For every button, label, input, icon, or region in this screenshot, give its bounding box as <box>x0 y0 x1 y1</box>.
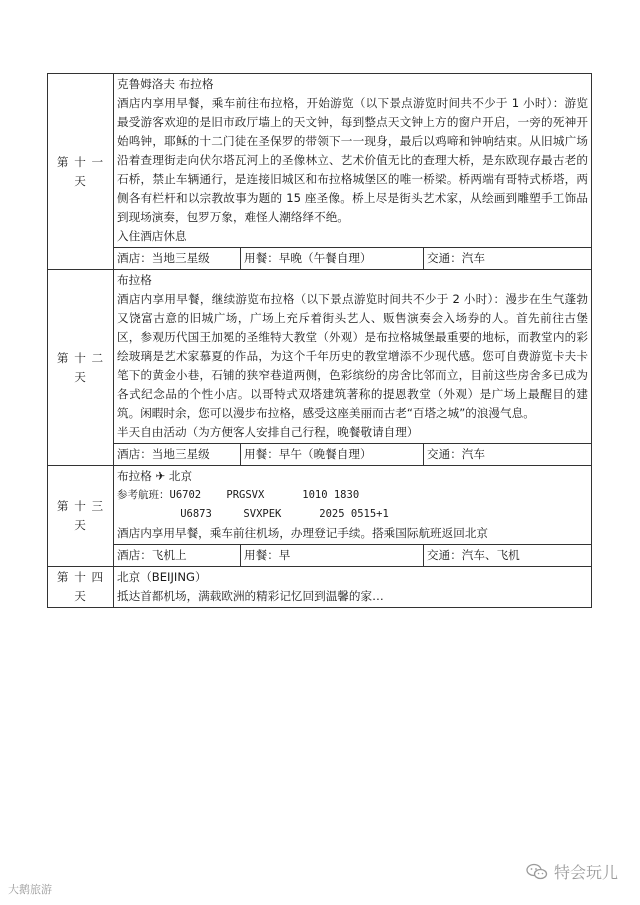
route-title: 克鲁姆洛夫 布拉格 <box>117 77 214 91</box>
transport-info: 交通：汽车 <box>427 447 485 461</box>
day-row <box>48 466 592 545</box>
day-row <box>48 270 592 444</box>
day-description: 酒店内享用早餐，继续游览布拉格（以下景点游览时间共不少于 2 小时）：漫步在生气蓬勃又饶富古意的旧城广场，广场上充斥着街头艺人、贩售演奏会入场券的人。首先前往古堡区，参观历代国王加冕的圣维特大教堂（外观）是布拉格城堡最重要的地标，而教堂内的彩绘玻璃是艺术家慕夏的作品，为这个千年历史的教堂增添不少现代感。您可自费游览卡夫卡笔下的黄金小巷，石铺的狭窄巷道两侧，色彩缤纷的房舍比邻而立，目前这些房舍多已成为各式纪念品的个性小店。以哥特式双塔建筑著称的提恩教堂（外观）是广场上最醒目的建筑。闲暇时余，您可以漫步布拉格，感受这座美丽而古老“百塔之城”的浪漫气息。 <box>117 292 588 420</box>
day-label: 第 十 二 天 <box>48 270 114 466</box>
flight-line: U6873 SVXPEK 2025 0515+1 <box>117 508 389 520</box>
route-title: 布拉格 <box>117 273 152 287</box>
route-title: 布拉格 ✈ 北京 <box>117 469 193 483</box>
day-content <box>114 466 592 545</box>
transport-info: 交通：汽车、飞机 <box>427 548 520 562</box>
transport-info: 交通：汽车 <box>427 251 485 265</box>
day-content <box>114 567 592 608</box>
day-extra: 入住酒店休息 <box>117 229 187 243</box>
info-cell <box>114 545 592 567</box>
watermark-right <box>526 860 618 883</box>
day-row <box>48 74 592 248</box>
day-content <box>114 74 592 248</box>
itinerary-table <box>47 73 592 608</box>
hotel-info: 酒店：当地三星级 <box>114 248 241 269</box>
day-content <box>114 270 592 444</box>
watermark-right-text: 特会玩儿 <box>553 863 618 882</box>
info-row <box>48 444 592 466</box>
info-row <box>48 545 592 567</box>
day-description: 酒店内享用早餐，乘车前往布拉格，开始游览（以下景点游览时间共不少于 1 小时）：游览最受游客欢迎的是旧市政厅墙上的天文钟，每到整点天文钟上方的窗户开启，一旁的死神开始鸣钟，耶稣的十二门徒在圣保罗的带领下一一现身，最后以鸡啼和钟响结束。从旧城广场沿着查理街走向伏尔塔瓦河上的圣像林立、艺术价值无比的查理大桥，是东欧现存最古老的石桥，禁止车辆通行，是连接旧城区和布拉格城堡区的唯一桥梁。桥两端有哥特式桥塔，两侧各有栏杆和以宗教故事为题的 15 座圣像。桥上尽是街头艺术家，从绘画到雕塑手工饰品到现场演奏，包罗万象，难怪人潮络绎不绝。 <box>117 96 588 224</box>
meals-info: 用餐：早晚（午餐自理） <box>241 248 424 269</box>
day-extra: 半天自由活动（为方便客人安排自己行程，晚餐敬请自理） <box>117 425 419 439</box>
day-label: 第 十 一 天 <box>48 74 114 270</box>
meals-info: 用餐：早午（晚餐自理） <box>241 444 424 465</box>
flight-line: 参考航班：U6702 PRGSVX 1010 1830 <box>117 489 360 501</box>
info-cell <box>114 248 592 270</box>
info-cell <box>114 444 592 466</box>
hotel-info: 酒店：飞机上 <box>114 545 241 566</box>
wechat-icon <box>526 863 548 881</box>
watermark-left <box>8 881 52 897</box>
day-description: 酒店内享用早餐，乘车前往机场，办理登记手续。搭乘国际航班返回北京 <box>117 526 489 540</box>
meals-info: 用餐：早 <box>241 545 424 566</box>
route-title: 北京（BEIJING） <box>117 570 207 584</box>
info-row <box>48 248 592 270</box>
hotel-info: 酒店：当地三星级 <box>114 444 241 465</box>
day-row <box>48 567 592 608</box>
day-description: 抵达首都机场，满载欧洲的精彩记忆回到温馨的家… <box>117 589 384 603</box>
day-label: 第 十 三 天 <box>48 466 114 567</box>
watermark-left-text: 大鹅旅游 <box>8 883 52 896</box>
day-label: 第 十 四 天 <box>48 567 114 608</box>
